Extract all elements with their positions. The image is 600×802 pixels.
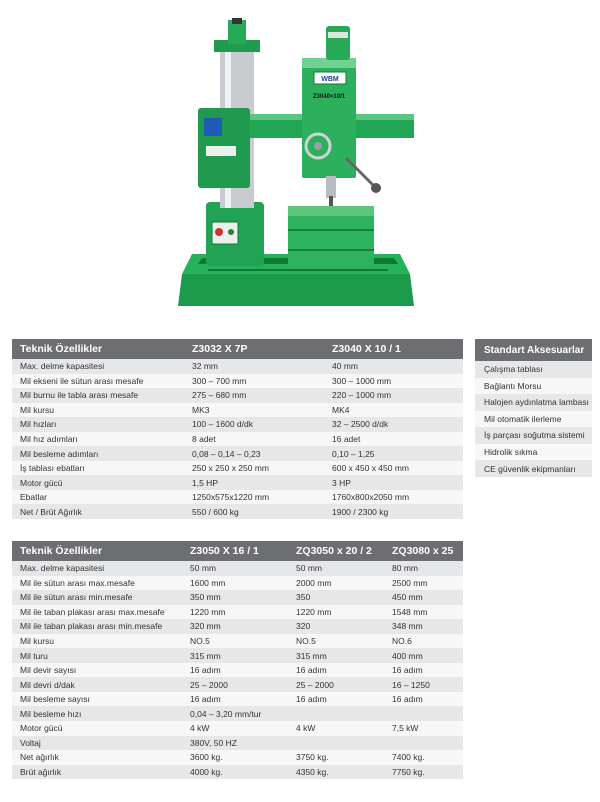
table-row bbox=[12, 590, 463, 605]
spec-value: 348 mm bbox=[384, 619, 463, 634]
table-row bbox=[12, 403, 463, 418]
spec-value: 550 / 600 kg bbox=[184, 504, 324, 519]
spec-value: 1548 mm bbox=[384, 605, 463, 620]
list-item bbox=[475, 444, 592, 461]
spec-value: 275 – 680 mm bbox=[184, 388, 324, 403]
spec-value: 600 x 450 x 450 mm bbox=[324, 461, 463, 476]
spec-value: 1250x575x1220 mm bbox=[184, 490, 324, 505]
spec-value: 220 – 1000 mm bbox=[324, 388, 463, 403]
list-item bbox=[475, 411, 592, 428]
list-item bbox=[475, 394, 592, 411]
spec-label: Mil hızları bbox=[12, 417, 184, 432]
list-item bbox=[475, 427, 592, 444]
spec-value: 4000 kg. bbox=[182, 765, 288, 780]
table-row bbox=[12, 446, 463, 461]
spec-label: Motor gücü bbox=[12, 475, 184, 490]
spec-value: 250 x 250 x 250 mm bbox=[184, 461, 324, 476]
accessory-label: İş parçası soğutma sistemi bbox=[475, 427, 592, 444]
spec-value: 2000 mm bbox=[288, 576, 384, 591]
table-row bbox=[12, 692, 463, 707]
spec-value: 7400 kg. bbox=[384, 750, 463, 765]
radial-drilling-machine-image bbox=[178, 18, 418, 310]
spec-value: 1900 / 2300 kg bbox=[324, 504, 463, 519]
spec-label: Mil besleme hızı bbox=[12, 706, 182, 721]
spec-value: 100 – 1600 d/dk bbox=[184, 417, 324, 432]
spec-value: 1760x800x2050 mm bbox=[324, 490, 463, 505]
spec-label: Net / Brüt Ağırlık bbox=[12, 504, 184, 519]
spec-value: 315 mm bbox=[182, 648, 288, 663]
spec-label: Brüt ağırlık bbox=[12, 765, 182, 780]
header-cell: Z3032 X 7P bbox=[184, 339, 324, 359]
spec-value: 3750 kg. bbox=[288, 750, 384, 765]
spec-label: Mil devri d/dak bbox=[12, 677, 182, 692]
spec-value: 25 – 2000 bbox=[182, 677, 288, 692]
list-item bbox=[475, 378, 592, 395]
spec-value: 4 kW bbox=[182, 721, 288, 736]
table-row bbox=[12, 359, 463, 374]
spec-value: 16 adım bbox=[182, 663, 288, 678]
table-row bbox=[12, 765, 463, 780]
spec-value: 0,08 – 0,14 – 0,23 bbox=[184, 446, 324, 461]
spec-value: 320 mm bbox=[182, 619, 288, 634]
table-row bbox=[12, 736, 463, 751]
spec-label: Mil ile sütun arası min.mesafe bbox=[12, 590, 182, 605]
table-row bbox=[12, 648, 463, 663]
spec-value: 4 kW bbox=[288, 721, 384, 736]
spec-value bbox=[384, 706, 463, 721]
table-row bbox=[12, 721, 463, 736]
list-item bbox=[475, 361, 592, 378]
spec-value: 7,5 kW bbox=[384, 721, 463, 736]
spec-value: 40 mm bbox=[324, 359, 463, 374]
spec-value: 25 – 2000 bbox=[288, 677, 384, 692]
header-cell: Teknik Özellikler bbox=[12, 339, 184, 359]
spec-value bbox=[288, 706, 384, 721]
spec-label: Ebatlar bbox=[12, 490, 184, 505]
model-plate: Z3040×10/1 bbox=[312, 94, 346, 100]
spec-value: 315 mm bbox=[288, 648, 384, 663]
spec-value: 32 mm bbox=[184, 359, 324, 374]
spec-value: 8 adet bbox=[184, 432, 324, 447]
table-row bbox=[12, 374, 463, 389]
spec-value: NO.5 bbox=[288, 634, 384, 649]
table-row bbox=[12, 432, 463, 447]
table-row bbox=[12, 490, 463, 505]
spec-value: 3 HP bbox=[324, 475, 463, 490]
spec-label: Mil devir sayısı bbox=[12, 663, 182, 678]
spec-value: 16 adet bbox=[324, 432, 463, 447]
header-cell: ZQ3050 x 20 / 2 bbox=[288, 541, 384, 561]
spec-value: MK4 bbox=[324, 403, 463, 418]
spec-label: Mil ile sütun arası max.mesafe bbox=[12, 576, 182, 591]
table-row bbox=[12, 706, 463, 721]
accessory-label: Mil otomatik ilerleme bbox=[475, 411, 592, 428]
table-row bbox=[12, 619, 463, 634]
accessory-label: Bağlantı Morsu bbox=[475, 378, 592, 395]
accessories-header bbox=[475, 339, 592, 361]
accessories-title: Standart Aksesuarlar bbox=[475, 339, 592, 361]
spec-table-1 bbox=[12, 339, 463, 519]
accessories-table bbox=[475, 339, 592, 477]
spec-value: 2500 mm bbox=[384, 576, 463, 591]
spec-value: 1,5 HP bbox=[184, 475, 324, 490]
accessory-label: Hidrolik sıkma bbox=[475, 444, 592, 461]
table-row bbox=[12, 576, 463, 591]
header-cell: ZQ3080 x 25 bbox=[384, 541, 463, 561]
spec-label: Mil burnu ile tabla arası mesafe bbox=[12, 388, 184, 403]
spec-value: 300 – 1000 mm bbox=[324, 374, 463, 389]
spec-value: 16 adım bbox=[288, 663, 384, 678]
spec-value: 80 mm bbox=[384, 561, 463, 576]
spec-label: Voltaj bbox=[12, 736, 182, 751]
spec-value bbox=[384, 736, 463, 751]
spec-value: 7750 kg. bbox=[384, 765, 463, 780]
spec-value: 320 bbox=[288, 619, 384, 634]
spec-value: 4350 kg. bbox=[288, 765, 384, 780]
spec-value: 16 adım bbox=[182, 692, 288, 707]
spec-label: Max. delme kapasitesi bbox=[12, 561, 182, 576]
spec-value: 350 mm bbox=[182, 590, 288, 605]
spec-value bbox=[288, 736, 384, 751]
spec-value: 350 bbox=[288, 590, 384, 605]
spec-value: 50 mm bbox=[182, 561, 288, 576]
spec-value: 400 mm bbox=[384, 648, 463, 663]
spec-value: 1600 mm bbox=[182, 576, 288, 591]
spec-label: Mil kursu bbox=[12, 634, 182, 649]
header-cell: Z3050 X 16 / 1 bbox=[182, 541, 288, 561]
spec-label: Mil hız adımları bbox=[12, 432, 184, 447]
table-row bbox=[12, 461, 463, 476]
spec-value: 1220 mm bbox=[182, 605, 288, 620]
column-base bbox=[206, 202, 264, 266]
spec-value: 450 mm bbox=[384, 590, 463, 605]
table-row bbox=[12, 634, 463, 649]
spec-value: 380V, 50 HZ bbox=[182, 736, 288, 751]
spec-value: 0,10 – 1,25 bbox=[324, 446, 463, 461]
table-row bbox=[12, 417, 463, 432]
spec-value: MK3 bbox=[184, 403, 324, 418]
spec-value: 300 – 700 mm bbox=[184, 374, 324, 389]
header-cell: Teknik Özellikler bbox=[12, 541, 182, 561]
spec-value: 16 adım bbox=[288, 692, 384, 707]
emergency-stop-button bbox=[215, 228, 223, 236]
spec-value: 3600 kg. bbox=[182, 750, 288, 765]
table-row bbox=[12, 605, 463, 620]
table-row bbox=[12, 677, 463, 692]
spec-value: 16 adım bbox=[384, 663, 463, 678]
table-row bbox=[12, 750, 463, 765]
spec-value: 32 – 2500 d/dk bbox=[324, 417, 463, 432]
spec-value: 16 – 1250 bbox=[384, 677, 463, 692]
spec-label: Max. delme kapasitesi bbox=[12, 359, 184, 374]
spec-value: 0,04 – 3,20 mm/tur bbox=[182, 706, 288, 721]
accessory-label: CE güvenlik ekipmanları bbox=[475, 460, 592, 477]
spec-value: 16 adım bbox=[384, 692, 463, 707]
spec-label: Mil besleme adımları bbox=[12, 446, 184, 461]
spec-label: Mil ile taban plakası arası min.mesafe bbox=[12, 619, 182, 634]
spec-label: Mil ekseni ile sütun arası mesafe bbox=[12, 374, 184, 389]
table-row bbox=[12, 504, 463, 519]
accessory-label: Halojen aydınlatma lambası bbox=[475, 394, 592, 411]
header-cell: Z3040 X 10 / 1 bbox=[324, 339, 463, 359]
table-row bbox=[12, 475, 463, 490]
work-table bbox=[288, 206, 374, 268]
table-row bbox=[12, 663, 463, 678]
table-row bbox=[12, 388, 463, 403]
spec-label: Net ağırlık bbox=[12, 750, 182, 765]
brand-logo: WBM bbox=[321, 76, 339, 83]
spec-label: Mil besleme sayısı bbox=[12, 692, 182, 707]
spec-label: Mil ile taban plakası arası max.mesafe bbox=[12, 605, 182, 620]
spec-value: 1220 mm bbox=[288, 605, 384, 620]
spec-label: Mil kursu bbox=[12, 403, 184, 418]
list-item bbox=[475, 460, 592, 477]
spec-value: 50 mm bbox=[288, 561, 384, 576]
spec-value: NO.6 bbox=[384, 634, 463, 649]
spec-label: Mil turu bbox=[12, 648, 182, 663]
accessory-label: Çalışma tablası bbox=[475, 361, 592, 378]
spec-table-header bbox=[12, 541, 463, 561]
spec-table-header bbox=[12, 339, 463, 359]
spec-value: NO.5 bbox=[182, 634, 288, 649]
spec-table-2 bbox=[12, 541, 463, 779]
table-row bbox=[12, 561, 463, 576]
spec-label: Motor gücü bbox=[12, 721, 182, 736]
spec-label: İş tablası ebatları bbox=[12, 461, 184, 476]
